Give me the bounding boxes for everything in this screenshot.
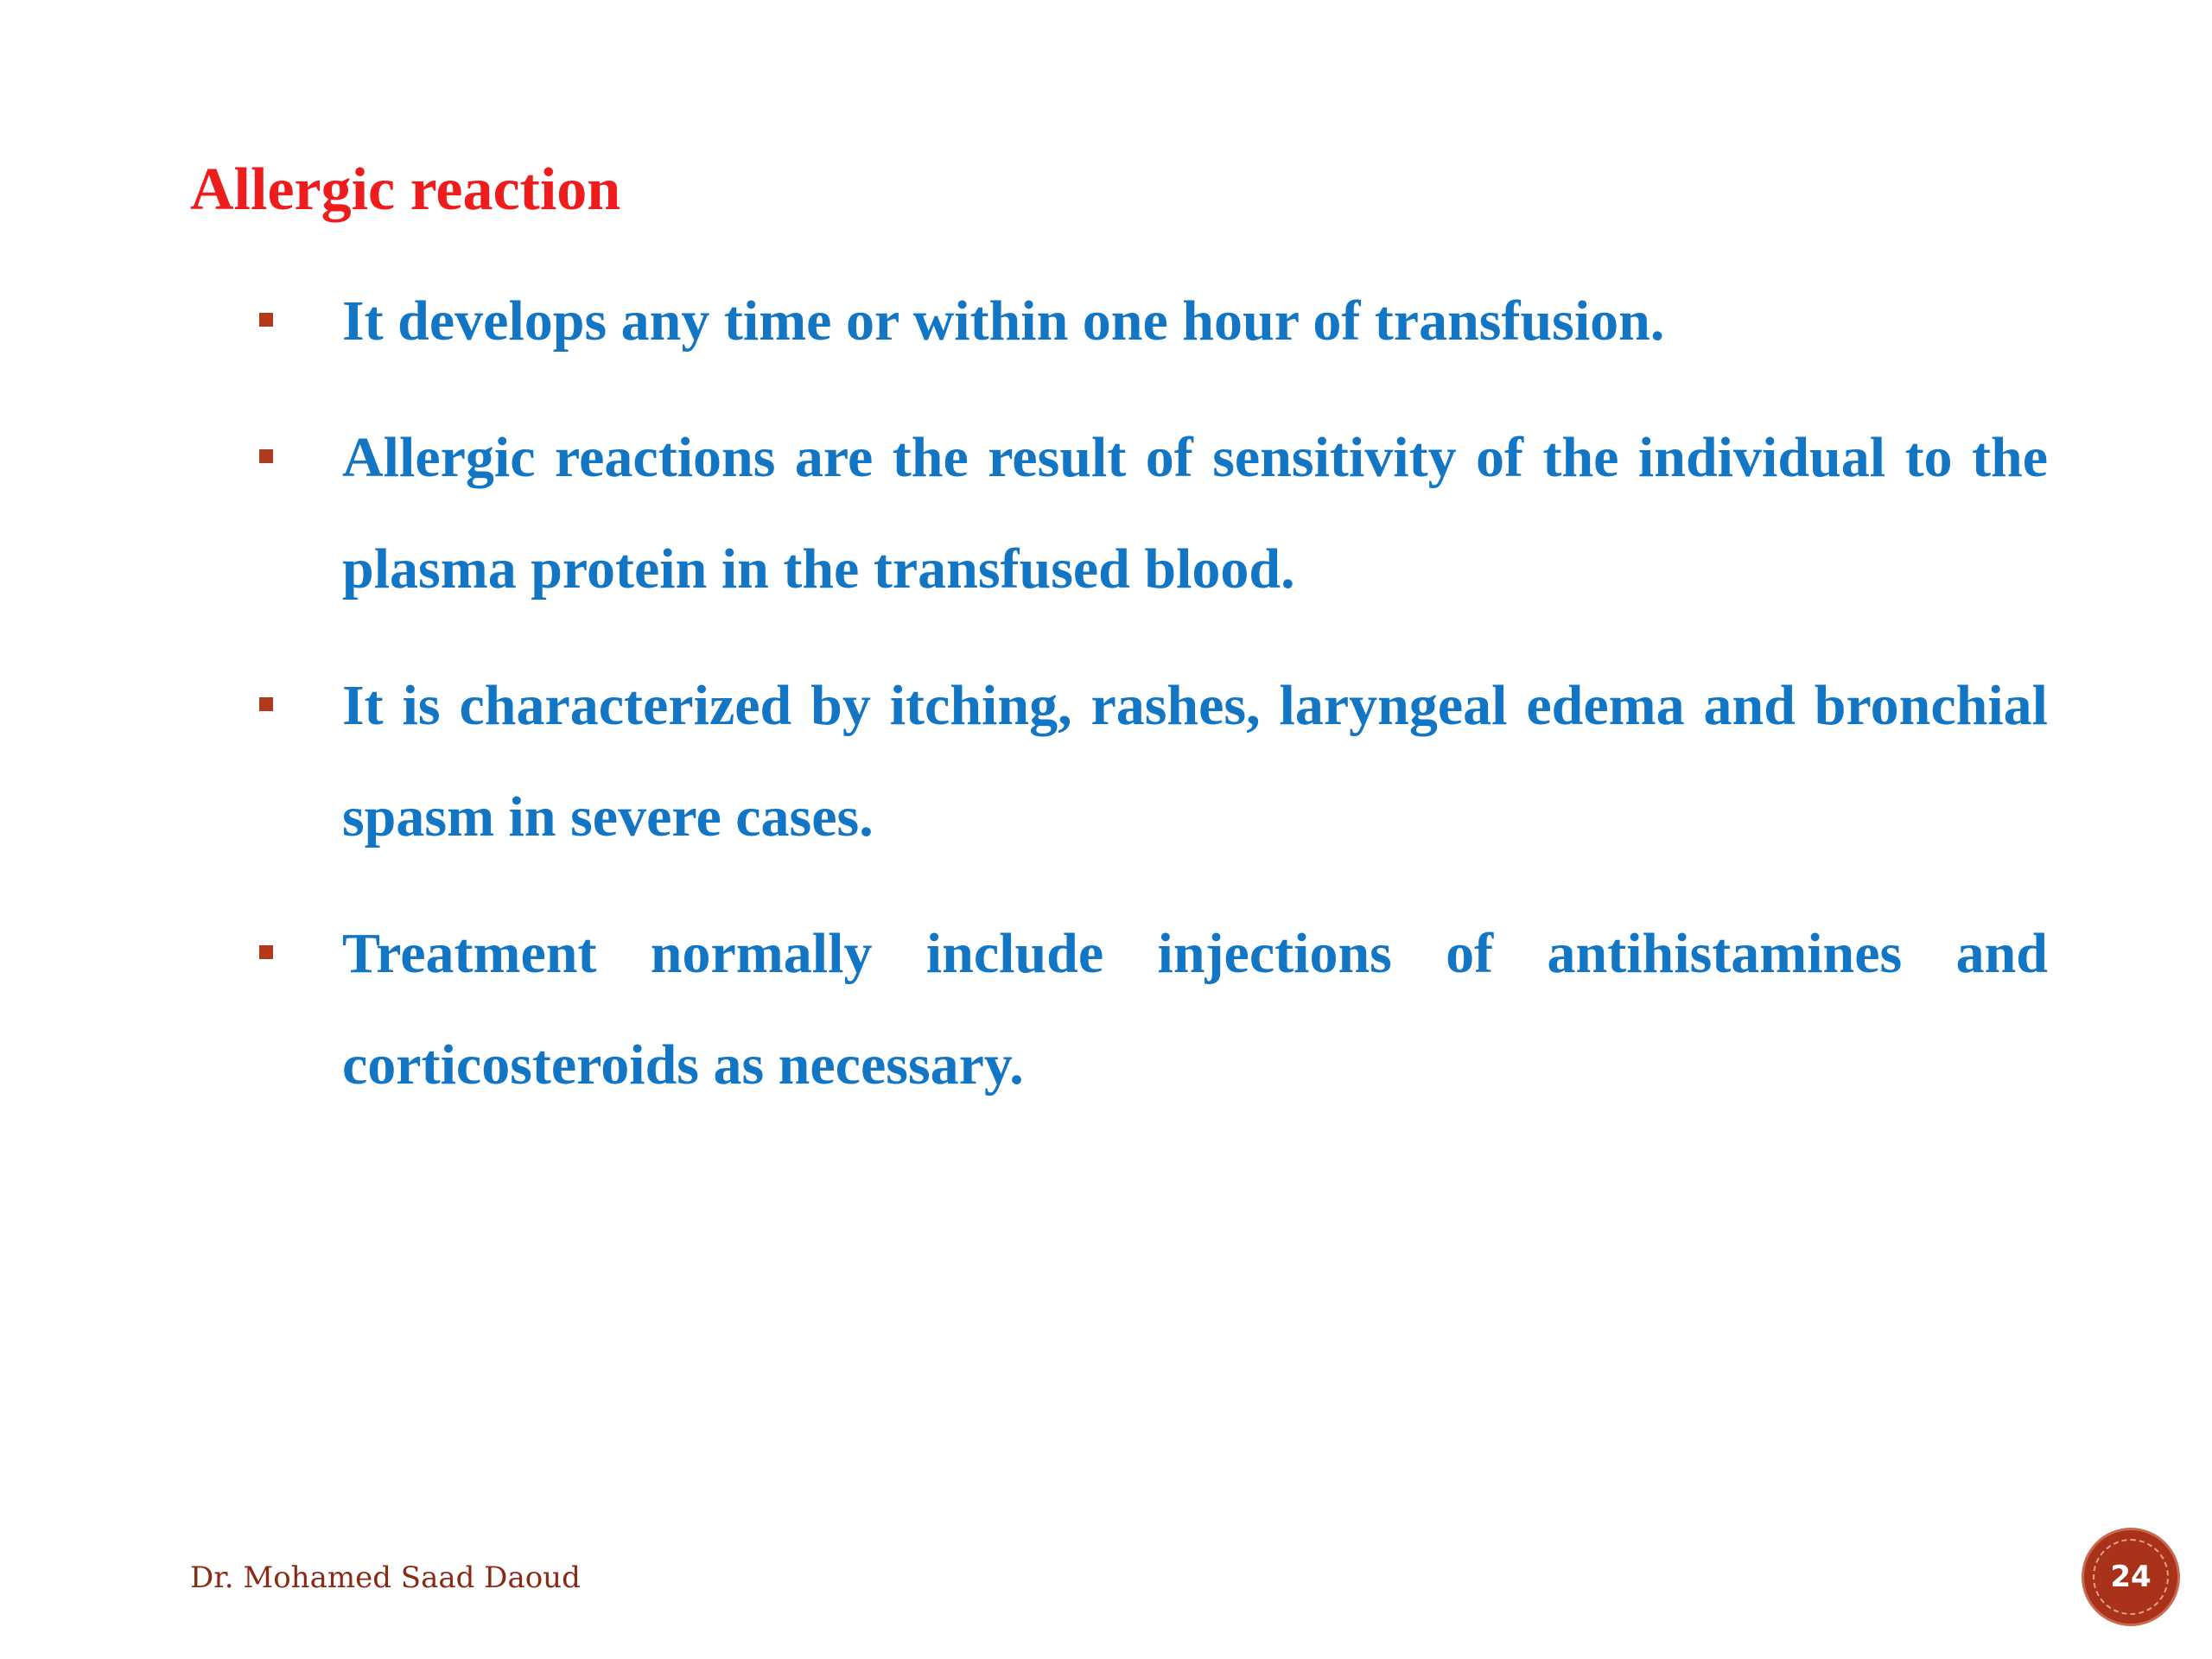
footer-author: Dr. Mohamed Saad Daoud [190, 1560, 581, 1595]
bullet-item [259, 650, 2048, 873]
page-number: 24 [2110, 1560, 2152, 1594]
slide-heading: Allergic reaction [190, 156, 621, 223]
bullet-text: Allergic reactions are the result of sensitivity of the individual to the plasma protein in the transfused blood. [342, 426, 2048, 601]
bullet-list [259, 265, 2048, 1146]
bullet-item [259, 265, 2048, 377]
bullet-text: It is characterized by itching, rashes, laryngeal edema and bronchial spasm in severe cases. [342, 674, 2048, 849]
bullet-text: It develops any time or within one hour of transfusion. [342, 289, 1665, 353]
bullet-item [259, 898, 2048, 1121]
bullet-item [259, 402, 2048, 625]
square-bullet-icon [259, 313, 273, 327]
square-bullet-icon [259, 945, 273, 959]
square-bullet-icon [259, 449, 273, 463]
page-number-badge [2084, 1530, 2177, 1624]
bullet-text: Treatment normally include injections of antihistamines and corticosteroids as necessary. [342, 922, 2048, 1096]
square-bullet-icon [259, 697, 273, 711]
